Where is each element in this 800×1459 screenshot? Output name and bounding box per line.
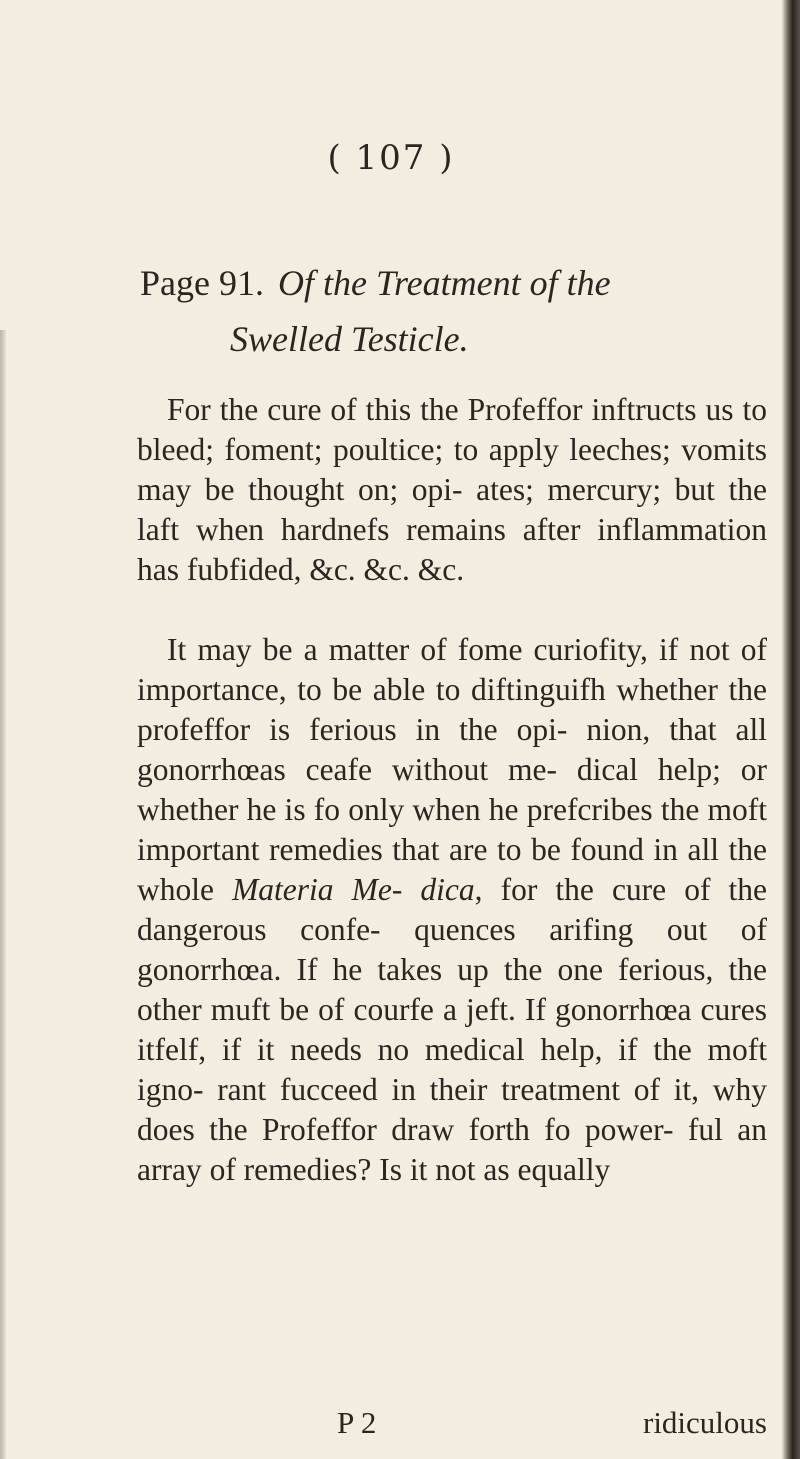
paragraph-2 xyxy=(137,630,767,1190)
catchword: ridiculous xyxy=(643,1405,767,1440)
section-heading xyxy=(140,255,760,367)
italic-term: Materia Me- dica xyxy=(232,872,475,907)
page-footer xyxy=(137,1405,767,1445)
paragraph-1 xyxy=(137,390,767,590)
heading-title-line-1: Of the Treatment of the xyxy=(277,263,611,303)
paragraph-text: It may be a matter of fome curiofity, if not of importance, to be able to diftinguifh whether the profeffor is ferious in the opi- nion, that all gonorrhœas ceafe without me- dical help; or whether he is fo only when he prefcribes the moft important remedies that are to be found in all the whole xyxy=(137,632,767,907)
signature-mark: P 2 xyxy=(337,1405,377,1440)
body-text xyxy=(137,390,767,1190)
paragraph-text: For the cure of this the Profeffor inftructs us to bleed; foment; poultice; to apply leeches; vomits may be thought on; opi- ates; mercury; but the laft when hardnefs remains after inflammation has fubfided, &c. &c. &c. xyxy=(137,392,767,587)
page-reference: Page 91. xyxy=(140,263,264,303)
page-number: ( 107 ) xyxy=(327,138,455,178)
book-spine-edge xyxy=(782,0,800,1459)
heading-title-line-2: Swelled Testicle. xyxy=(230,319,469,359)
paragraph-text: , for the cure of the dangerous confe- quences arifing out of gonorrhœa. If he takes up the one ferious, the other muft be of courfe a jeft. If gonorrhœa cures itfelf, if it needs no medical help, if the moft igno- rant fucceed in their treatment of it, why does the Profeffor draw forth fo power- ful an array of remedies? Is it not as equally xyxy=(137,872,768,1187)
